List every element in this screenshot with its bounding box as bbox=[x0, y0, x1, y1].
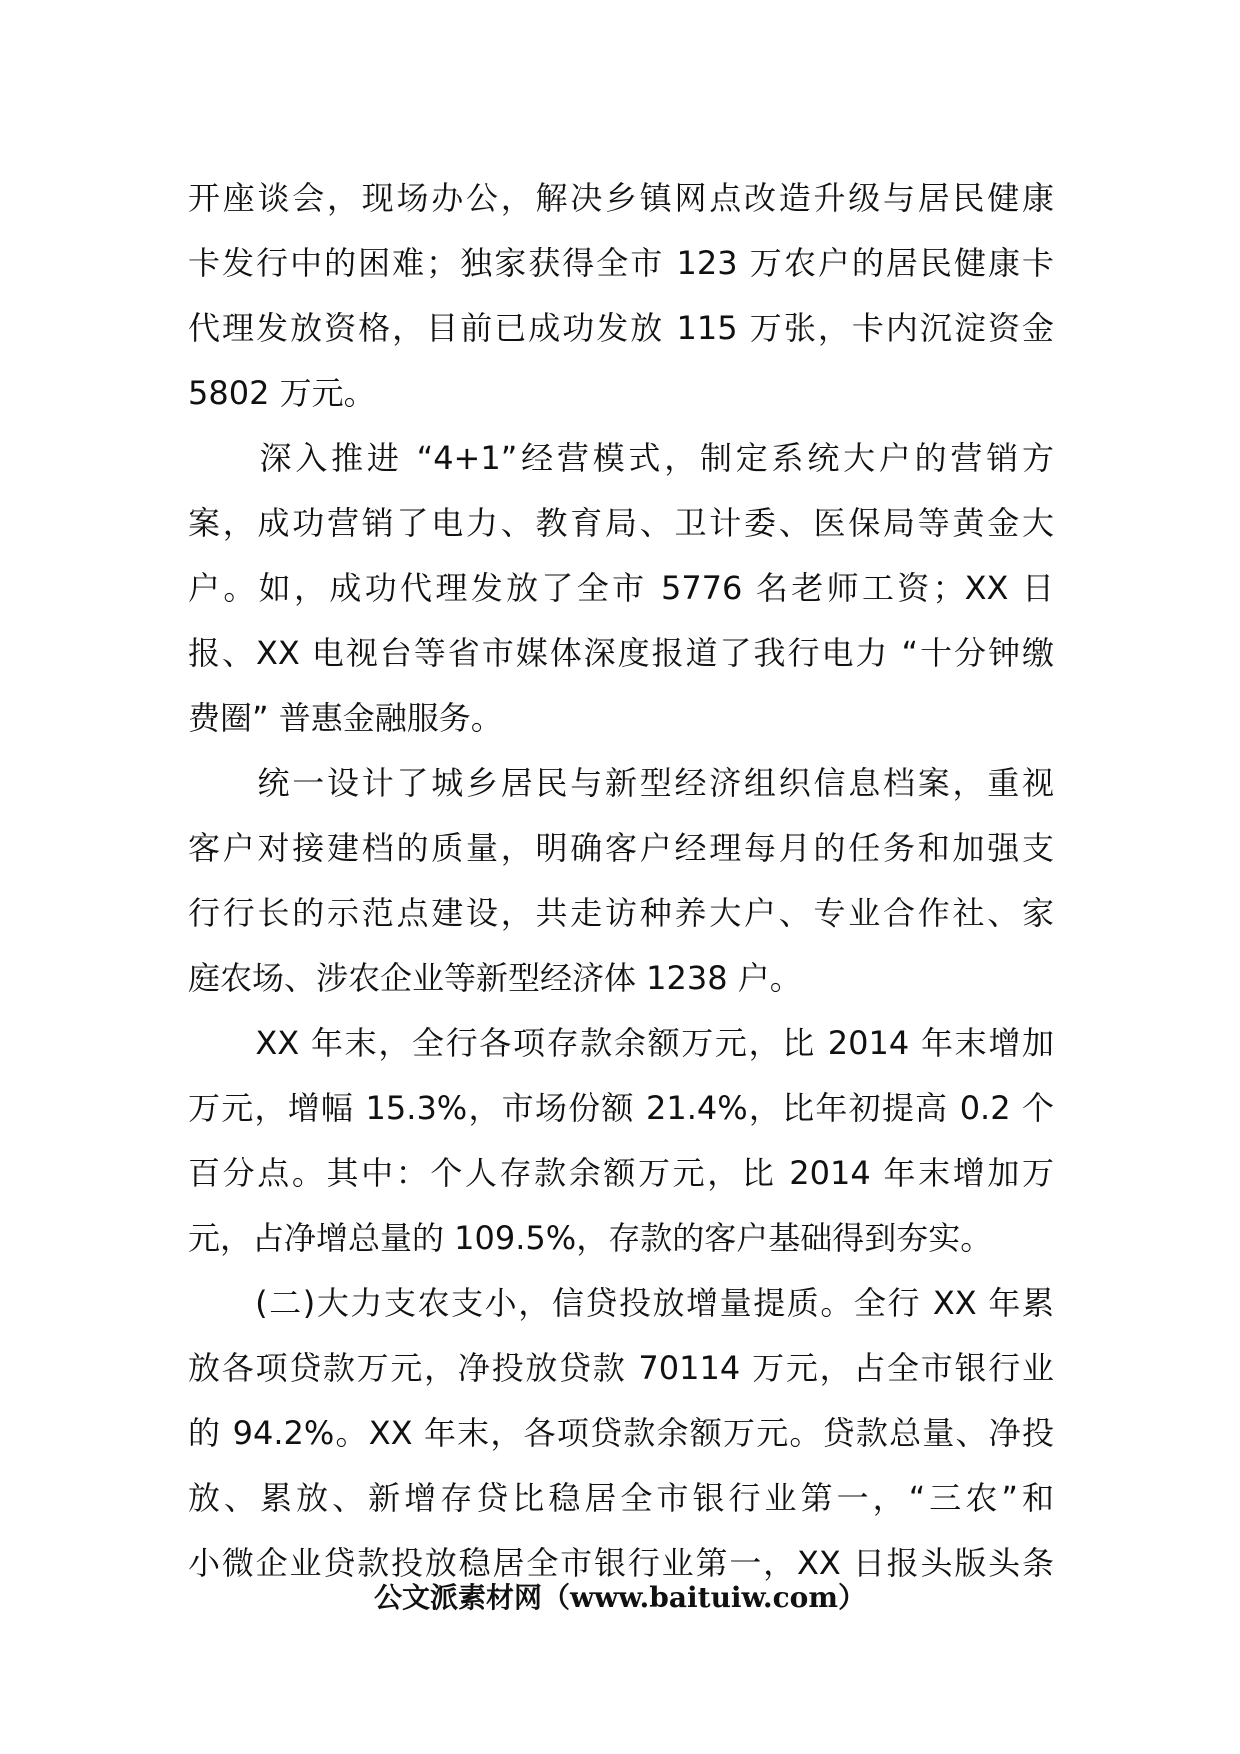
text-line: 百分点。其中：个人存款余额万元，比 2014 年末增加万 bbox=[188, 1154, 1054, 1192]
text-line: 元，占净增总量的 109.5%，存款的客户基础得到夯实。 bbox=[188, 1219, 993, 1257]
text-line: 放各项贷款万元，净投放贷款 70114 万元，占全市银行业 bbox=[188, 1349, 1054, 1387]
text-line: 5802 万元。 bbox=[188, 374, 376, 412]
text-line: 深入推进 “4+1”经营模式，制定系统大户的营销方 bbox=[188, 439, 1054, 477]
text-line: 卡发行中的困难；独家获得全市 123 万农户的居民健康卡 bbox=[188, 244, 1054, 282]
text-line: 小微企业贷款投放稳居全市银行业第一，XX 日报头版头条 bbox=[188, 1544, 1054, 1582]
text-line: 放、累放、新增存贷比稳居全市银行业第一，“三农”和 bbox=[188, 1479, 1054, 1517]
paragraph bbox=[188, 426, 1054, 751]
text-line: 费圈” 普惠金融服务。 bbox=[188, 699, 503, 737]
paragraph bbox=[188, 166, 1054, 426]
text-line: 统一设计了城乡居民与新型经济组织信息档案，重视 bbox=[188, 764, 1054, 802]
text-line: 案，成功营销了电力、教育局、卫计委、医保局等黄金大 bbox=[188, 504, 1054, 542]
text-line: 客户对接建档的质量，明确客户经理每月的任务和加强支 bbox=[188, 829, 1054, 867]
text-line: XX 年末，全行各项存款余额万元，比 2014 年末增加 bbox=[188, 1024, 1054, 1062]
text-line: 开座谈会，现场办公，解决乡镇网点改造升级与居民健康 bbox=[188, 179, 1054, 217]
paragraph bbox=[188, 1011, 1054, 1271]
paragraph bbox=[188, 751, 1054, 1011]
text-line: 行行长的示范点建设，共走访种养大户、专业合作社、家 bbox=[188, 894, 1054, 932]
text-line: 户。如，成功代理发放了全市 5776 名老师工资；XX 日 bbox=[188, 569, 1054, 607]
text-line: 万元，增幅 15.3%，市场份额 21.4%，比年初提高 0.2 个 bbox=[188, 1089, 1054, 1127]
text-line: 报、XX 电视台等省市媒体深度报道了我行电力 “十分钟缴 bbox=[188, 634, 1054, 672]
paragraph bbox=[188, 1271, 1054, 1596]
text-line: (二)大力支农支小，信贷投放增量提质。全行 XX 年累 bbox=[188, 1284, 1054, 1322]
footer-watermark-text: 公文派素材网（www.baituiw.com） bbox=[374, 1581, 866, 1614]
text-line: 庭农场、涉农企业等新型经济体 1238 户。 bbox=[188, 959, 802, 997]
text-line: 的 94.2%。XX 年末，各项贷款余额万元。贷款总量、净投 bbox=[188, 1414, 1054, 1452]
text-line: 代理发放资格，目前已成功发放 115 万张，卡内沉淀资金 bbox=[188, 309, 1054, 347]
document-body bbox=[188, 166, 1054, 1596]
